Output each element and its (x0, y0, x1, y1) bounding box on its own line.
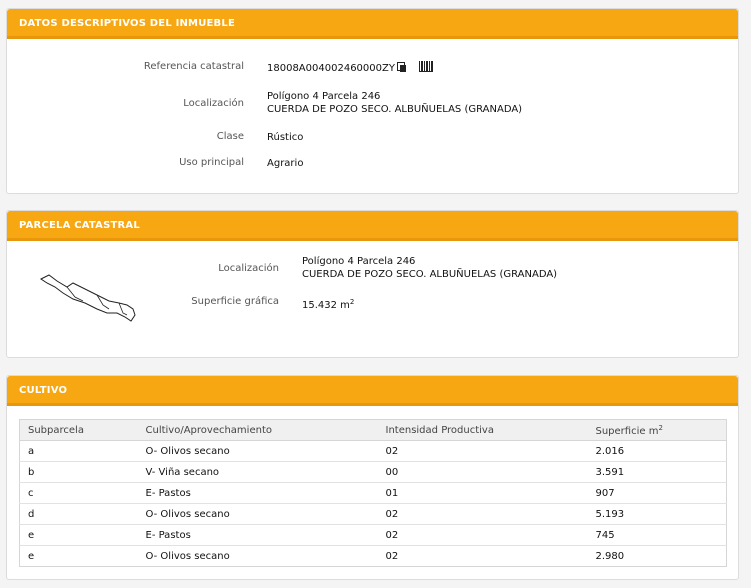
cell-subparcela: e (20, 525, 138, 546)
cell-intensidad: 02 (378, 441, 588, 462)
cell-subparcela: d (20, 504, 138, 525)
column-superficie-label: Superficie m (595, 425, 659, 437)
parcela-localizacion-line1: Polígono 4 Parcela 246 (302, 256, 416, 267)
cell-cultivo: O- Olivos secano (138, 504, 378, 525)
clase-label: Clase (216, 131, 244, 142)
copy-icon[interactable] (397, 62, 407, 72)
cell-superficie: 3.591 (588, 462, 727, 483)
datos-descriptivos-header: DATOS DESCRIPTIVOS DEL INMUEBLE (7, 9, 738, 39)
datos-descriptivos-panel (6, 8, 739, 194)
cell-intensidad: 02 (378, 504, 588, 525)
cell-superficie: 2.016 (588, 441, 727, 462)
parcela-localizacion-value (302, 255, 557, 281)
parcela-localizacion-line2: CUERDA DE POZO SECO. ALBUÑUELAS (GRANADA) (302, 269, 558, 280)
cell-superficie: 745 (588, 525, 727, 546)
table-row (20, 441, 727, 462)
cell-intensidad: 02 (385, 550, 399, 562)
cell-cultivo: V- Viña secano (138, 462, 378, 483)
barcode-icon[interactable] (419, 61, 433, 72)
column-cultivo: Cultivo/Aprovechamiento (138, 420, 378, 441)
localizacion-value (267, 90, 522, 116)
cell-superficie: 2.980 (595, 550, 625, 562)
table-row (20, 483, 727, 504)
cultivo-table-header-row (20, 420, 727, 441)
localizacion-line2: CUERDA DE POZO SECO. ALBUÑUELAS (GRANADA) (267, 104, 523, 115)
column-intensidad: Intensidad Productiva (378, 420, 588, 441)
parcela-localizacion-label: Localización (218, 263, 279, 274)
localizacion-line1: Polígono 4 Parcela 246 (267, 91, 381, 102)
uso-principal-value: Agrario (267, 158, 304, 169)
localizacion-label: Localización (183, 98, 244, 109)
referencia-catastral-label: Referencia catastral (143, 61, 244, 72)
cell-subparcela: a (20, 441, 138, 462)
cell-superficie: 5.193 (588, 504, 727, 525)
cell-cultivo: O- Olivos secano (145, 550, 230, 562)
clase-value: Rústico (267, 132, 304, 143)
cell-intensidad: 00 (378, 462, 588, 483)
uso-principal-label: Uso principal (179, 157, 244, 168)
column-subparcela: Subparcela (20, 420, 138, 441)
cell-intensidad: 02 (378, 525, 588, 546)
superficie-grafica-unit-sup: 2 (349, 298, 355, 306)
superficie-grafica-label: Superficie gráfica (191, 296, 279, 307)
parcela-catastral-header: PARCELA CATASTRAL (7, 211, 738, 241)
superficie-grafica-value (302, 296, 354, 312)
cultivo-header: CULTIVO (7, 376, 738, 406)
cell-cultivo: O- Olivos secano (138, 441, 378, 462)
column-superficie-unit-sup: 2 (658, 423, 663, 432)
cultivo-table (19, 419, 727, 567)
superficie-grafica-number: 15.432 m (302, 300, 350, 311)
cell-superficie: 907 (588, 483, 727, 504)
cultivo-panel (6, 375, 739, 580)
referencia-catastral-row (267, 61, 433, 75)
table-row (20, 525, 727, 546)
column-superficie (588, 420, 727, 441)
parcela-catastral-panel (6, 210, 739, 358)
table-row (20, 462, 727, 483)
cell-subparcela: c (20, 483, 138, 504)
cell-subparcela: b (20, 462, 138, 483)
table-row (20, 504, 727, 525)
referencia-catastral-value: 18008A004002460000ZY (267, 63, 395, 74)
cell-cultivo: E- Pastos (138, 525, 378, 546)
table-row (20, 546, 727, 567)
cell-subparcela: e (28, 550, 35, 562)
cell-intensidad: 01 (378, 483, 588, 504)
cell-cultivo: E- Pastos (138, 483, 378, 504)
